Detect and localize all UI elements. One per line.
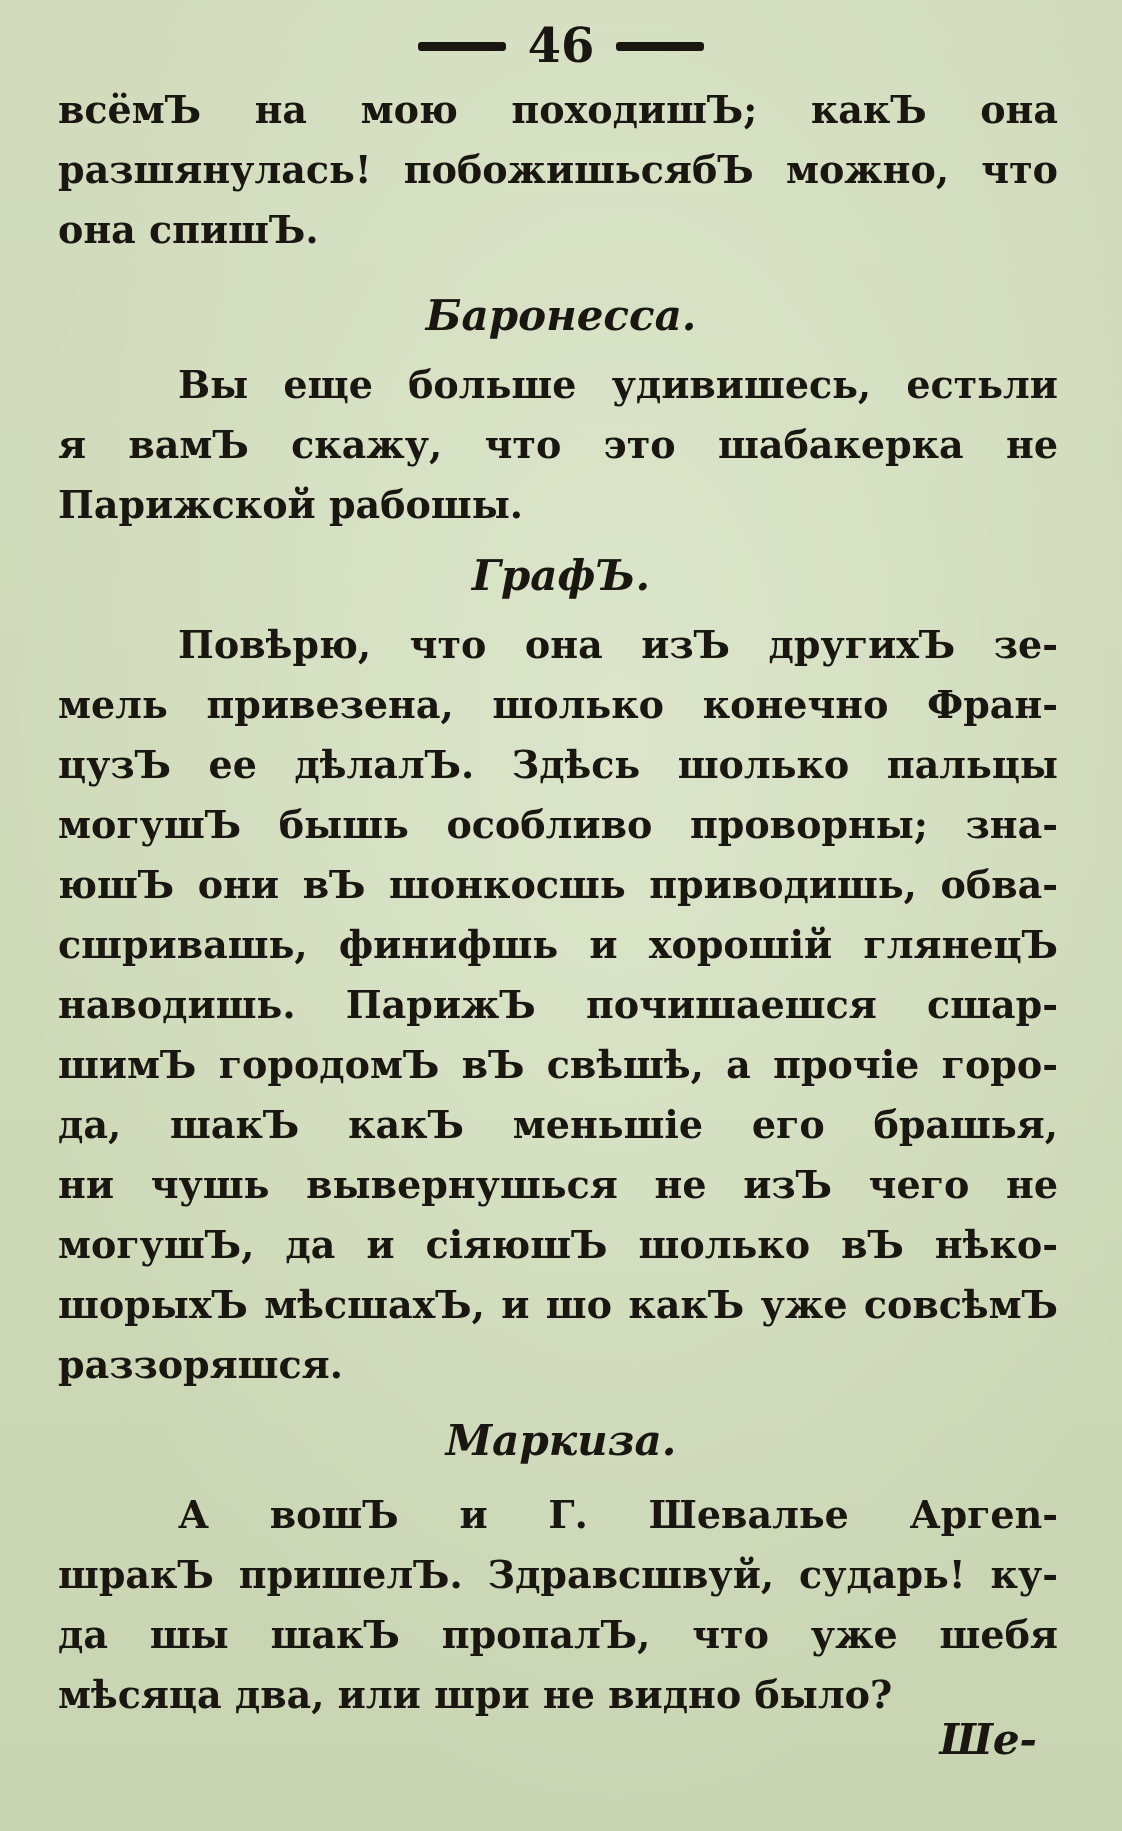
text-line: она спишЪ.	[58, 207, 319, 252]
catchword: Ше-	[939, 1715, 1037, 1764]
text-line: мѣсяца два, или шри не видно было?	[58, 1672, 893, 1717]
text-line: сшривашь, финифшь и хорошій глянецЪ	[58, 922, 1058, 967]
text-line: могушЪ бышь особливо проворны; зна-	[58, 802, 1058, 847]
text-line: разшянулась! побожишьсябЪ можно, что	[58, 147, 1058, 192]
text-line: Вы еще больше удивишесь, естьли	[178, 362, 1058, 407]
text-line: шракЪ пришелЪ. Здравсшвуй, сударь! ку-	[58, 1552, 1058, 1597]
text-line: всёмЪ на мою походишЪ; какЪ она	[58, 87, 1058, 132]
speaker-heading: ГрафЪ.	[471, 551, 651, 600]
text-line: да шы шакЪ пропалЪ, что уже шебя	[58, 1612, 1058, 1657]
header-rule-right	[616, 42, 704, 51]
text-line: юшЪ они вЪ шонкосшь приводишь, обва-	[58, 862, 1058, 907]
speaker-heading: Баронесса.	[425, 291, 697, 340]
page-header	[0, 18, 1122, 74]
text-line: могушЪ, да и сіяюшЪ шолько вЪ нѣко-	[58, 1222, 1058, 1267]
text-line: я вамЪ скажу, что это шабакерка не	[58, 422, 1058, 467]
text-line: мель привезена, шолько конечно Фран-	[58, 682, 1058, 727]
speaker-heading: Маркиза.	[445, 1416, 677, 1465]
page-number: 46	[527, 18, 595, 74]
text-line: шимЪ городомЪ вЪ свѣшѣ, а прочіе горо-	[58, 1042, 1058, 1087]
text-line: шорыхЪ мѣсшахЪ, и шо какЪ уже совсѣмЪ	[58, 1282, 1058, 1327]
text-line: Повѣрю, что она изЪ другихЪ зе-	[178, 622, 1058, 667]
text-line: цузЪ ее дѣлалЪ. Здѣсь шолько пальцы	[58, 742, 1058, 787]
text-line: раззоряшся.	[58, 1342, 343, 1387]
text-line: А вошЪ и Г. Шевалье Аргеn-	[178, 1492, 1058, 1537]
text-line: наводишь. ПарижЪ почишаешся сшар-	[58, 982, 1058, 1027]
text-line: ни чушь вывернушься не изЪ чего не	[58, 1162, 1058, 1207]
text-line: Парижской рабошы.	[58, 482, 524, 527]
header-rule-left	[418, 42, 506, 51]
text-line: да, шакЪ какЪ меньшіе его брашья,	[58, 1102, 1058, 1147]
